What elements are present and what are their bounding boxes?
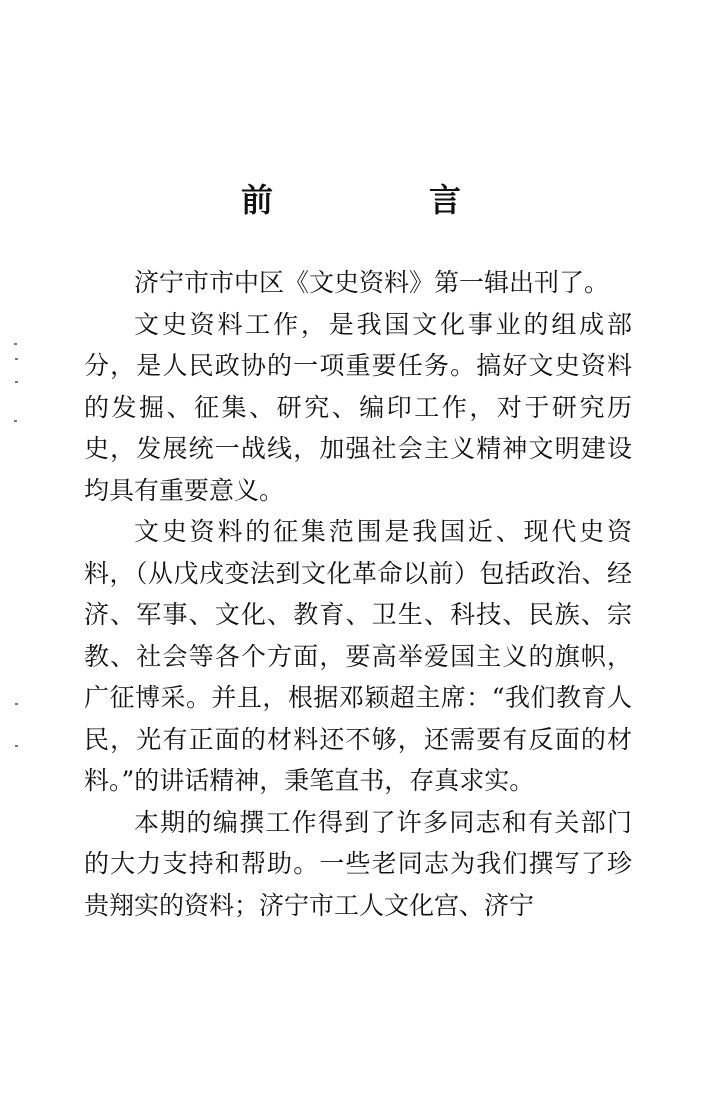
paragraph-2: 文史资料工作，是我国文化事业的组成部分，是人民政协的一项重要任务。搞好文史资料的发掘、征集、研究、编印工作，对于研究历史，发展统一战线，加强社会主义精神文明建设均具有重要意义。 — [84, 309, 632, 505]
scan-mark — [14, 420, 17, 422]
scan-mark — [15, 358, 18, 360]
scan-mark — [15, 745, 18, 747]
paragraph-1: 济宁市市中区《文史资料》第一辑出刊了。 — [134, 268, 610, 297]
paragraph-3: 文史资料的征集范围是我国近、现代史资料，（从戊戌变法到文化革命以前）包括政治、经济、军事、文化、教育、卫生、科技、民族、宗教、社会等各个方面，要高举爱国主义的旗帜，广征博采。并且，根据邓颖超主席：“我们教育人民，光有正面的材料还不够，还需要有反面的材料。”的讲话精神，秉笔直书，存真求实。 — [84, 517, 632, 795]
page-title: 前 言 — [240, 181, 523, 219]
paragraph-4: 本期的编撰工作得到了许多同志和有关部门的大力支持和帮助。一些老同志为我们撰写了珍贵翔实的资料；济宁市工人文化宫、济宁 — [84, 807, 632, 920]
scan-mark — [15, 703, 18, 705]
scan-mark — [14, 343, 17, 345]
scan-mark — [15, 381, 18, 383]
preface-body — [84, 262, 632, 926]
